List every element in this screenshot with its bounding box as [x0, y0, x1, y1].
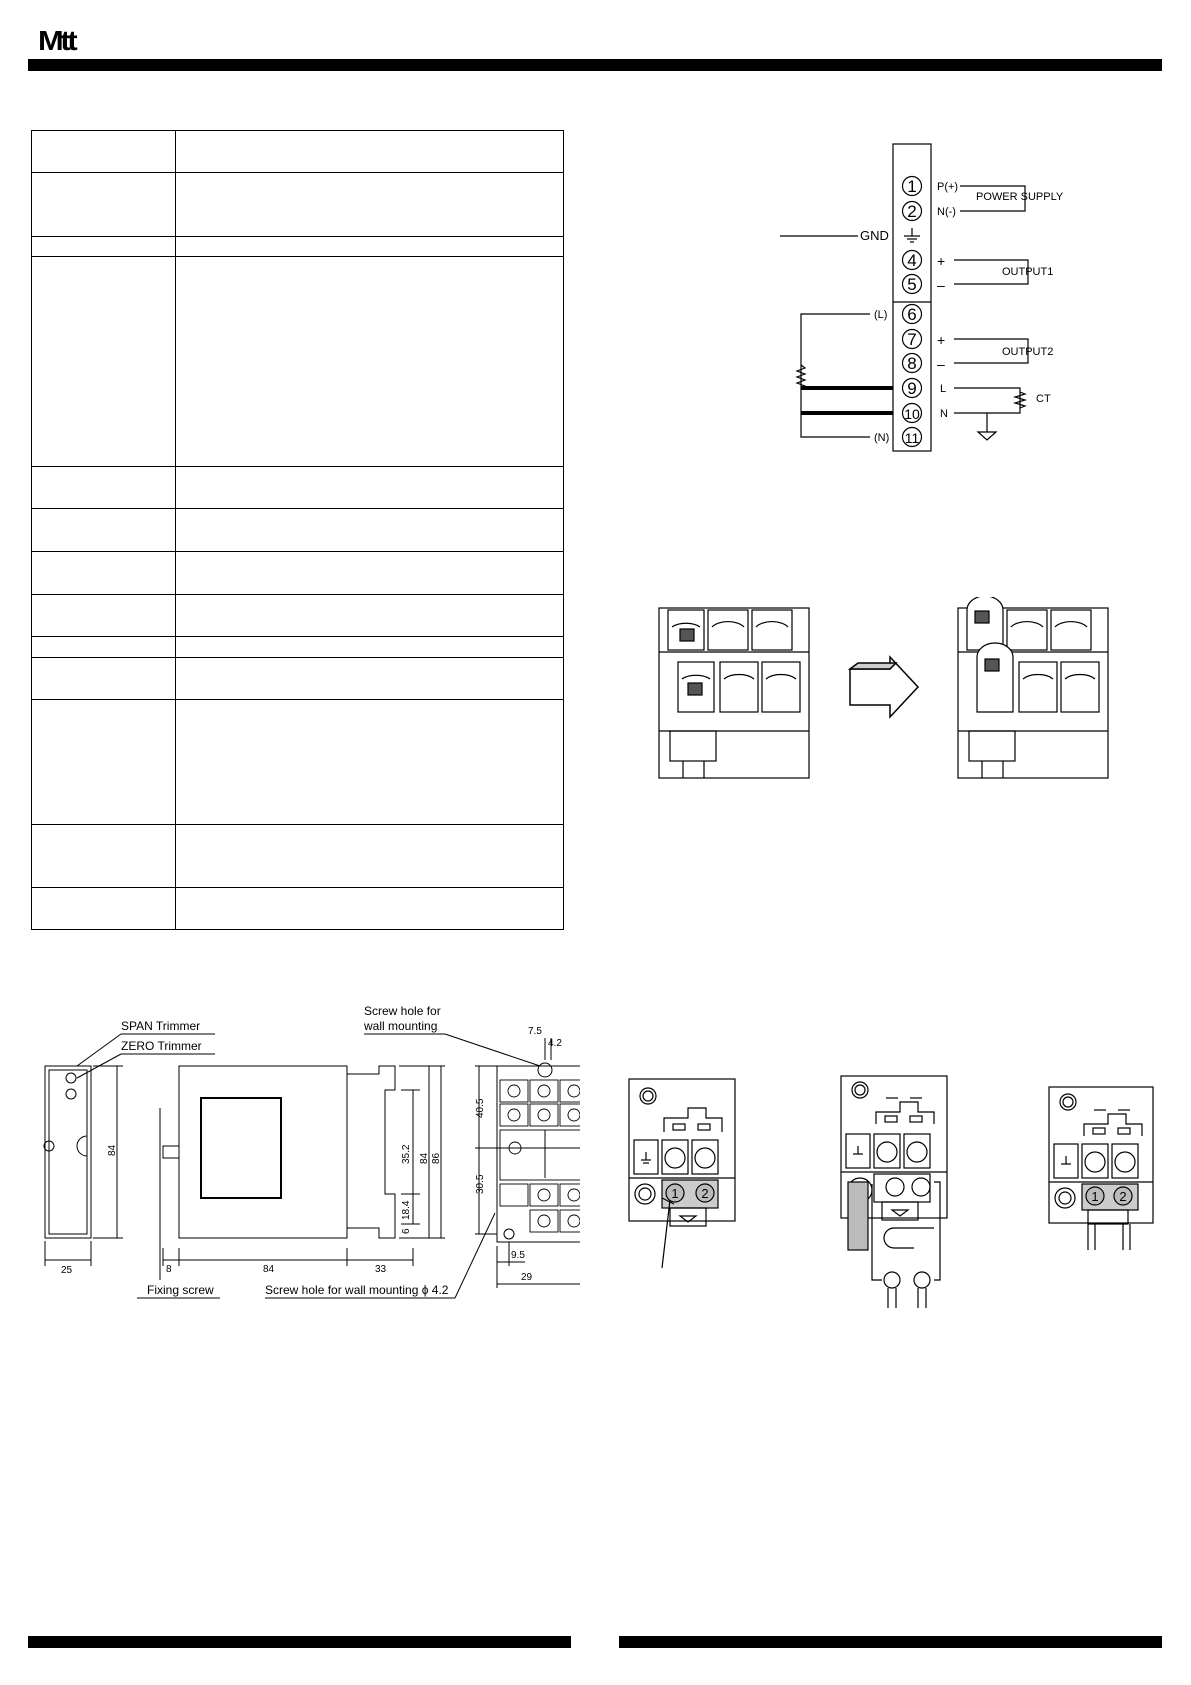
terminal-7: 7 — [907, 330, 917, 349]
label-output2: OUTPUT2 — [1002, 346, 1054, 358]
label-n-paren: (N) — [874, 432, 890, 444]
table-row — [32, 658, 564, 700]
terminal-5: 5 — [907, 275, 917, 294]
dim-6: 6 — [401, 1228, 412, 1234]
terminal-6: 6 — [907, 305, 917, 324]
terminal-8: 8 — [907, 354, 917, 373]
footer-bar-left — [28, 1636, 571, 1648]
table-row — [32, 595, 564, 637]
table-row — [32, 825, 564, 888]
dim-18-4: 18.4 — [401, 1200, 412, 1220]
label-ct: CT — [1036, 393, 1051, 405]
table-row — [32, 637, 564, 658]
wiring-diagram — [780, 140, 1100, 460]
terminal-cover-before — [658, 607, 810, 779]
label-minus-2: – — [937, 356, 945, 372]
arrow-right-icon — [848, 655, 920, 719]
label-fixing-screw: Fixing screw — [147, 1283, 214, 1297]
dim-9-5: 9.5 — [511, 1250, 525, 1261]
label-n: N — [940, 408, 948, 420]
label-plus-2: + — [937, 332, 946, 348]
terminal-step-1 — [628, 1078, 738, 1278]
label-l-paren: (L) — [874, 309, 888, 321]
label-zero-trimmer: ZERO Trimmer — [121, 1039, 202, 1053]
label-power-supply: POWER SUPPLY — [976, 191, 1064, 203]
dim-30-5: 30.5 — [475, 1174, 486, 1194]
label-plus-1: + — [937, 253, 946, 269]
dim-29: 29 — [521, 1272, 533, 1283]
table-row — [32, 467, 564, 509]
terminal-1-step1: 1 — [671, 1186, 679, 1201]
table-row — [32, 552, 564, 595]
table-row — [32, 257, 564, 467]
footer-bar-right — [619, 1636, 1162, 1648]
terminal-2-step1: 2 — [701, 1186, 709, 1201]
label-n-minus: N(-) — [937, 206, 956, 218]
table-row — [32, 509, 564, 552]
label-l: L — [940, 383, 947, 395]
dim-40-5: 40.5 — [475, 1098, 486, 1118]
label-output1: OUTPUT1 — [1002, 266, 1054, 278]
dim-84-height: 84 — [419, 1152, 430, 1164]
dim-7-5: 7.5 — [528, 1026, 542, 1037]
dim-86: 86 — [431, 1152, 442, 1164]
dim-25: 25 — [61, 1265, 73, 1276]
label-screw-hole-wall: Screw hole for wall mounting ϕ 4.2 — [265, 1283, 449, 1297]
terminal-2: 2 — [907, 202, 917, 221]
terminal-step-3 — [1048, 1086, 1158, 1250]
table-row — [32, 888, 564, 930]
label-p-plus: P(+) — [937, 181, 959, 193]
dim-35-2: 35.2 — [401, 1144, 412, 1164]
dim-33: 33 — [375, 1264, 387, 1275]
dimension-drawing — [35, 998, 580, 1308]
dim-84-width: 84 — [263, 1264, 275, 1275]
terminal-step-2 — [840, 1072, 960, 1308]
table-row — [32, 700, 564, 825]
terminal-1-step3: 1 — [1091, 1189, 1099, 1204]
dim-8: 8 — [166, 1264, 172, 1275]
spec-table — [31, 130, 564, 930]
terminal-2-step3: 2 — [1119, 1189, 1127, 1204]
terminal-11: 11 — [904, 430, 920, 446]
label-minus-1: – — [937, 277, 945, 293]
dim-4-2: 4.2 — [548, 1038, 562, 1049]
label-span-trimmer: SPAN Trimmer — [121, 1019, 201, 1033]
label-screw-hole-1: Screw hole for — [364, 1004, 441, 1018]
terminal-9: 9 — [907, 379, 917, 398]
table-row — [32, 237, 564, 257]
label-gnd: GND — [860, 228, 889, 243]
label-screw-hole-2: wall mounting — [364, 1019, 438, 1033]
table-row — [32, 173, 564, 237]
header-bar — [28, 59, 1162, 71]
table-row — [32, 131, 564, 173]
terminal-10: 10 — [904, 406, 920, 422]
dim-84-side: 84 — [107, 1144, 118, 1156]
terminal-1: 1 — [907, 177, 917, 196]
terminal-4: 4 — [907, 251, 917, 270]
company-logo: Mtt — [38, 25, 75, 56]
terminal-cover-after — [957, 597, 1109, 779]
